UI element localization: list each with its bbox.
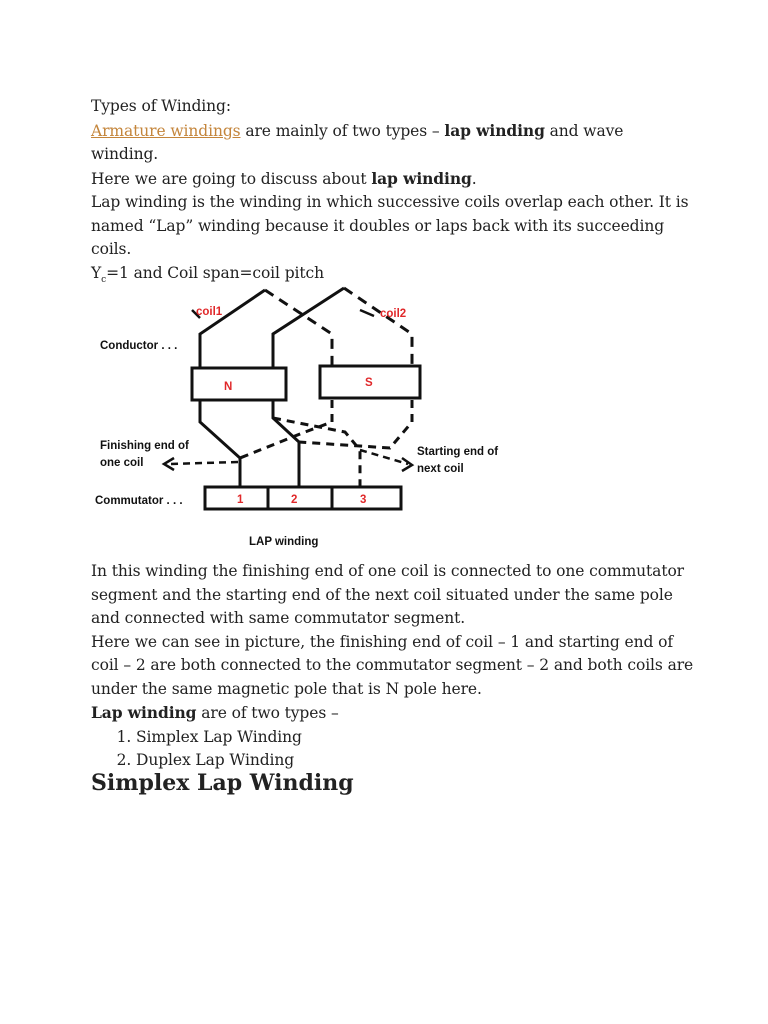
formula-rest: =1 and Coil span=coil pitch	[106, 263, 324, 282]
section-title: Types of Winding:	[91, 97, 231, 115]
coil2-return	[299, 400, 412, 448]
lap-winding-diagram	[90, 282, 520, 554]
segment-2-label: 2	[291, 494, 298, 506]
segment-3-label: 3	[360, 494, 367, 506]
discuss-bold-text: lap winding	[371, 168, 472, 188]
section-heading: Simplex Lap Winding	[91, 770, 354, 796]
n-pole-label: N	[224, 381, 233, 393]
coil2-right-conductor	[344, 288, 412, 368]
s-pole-label: S	[365, 377, 373, 389]
lap-winding-bold: lap winding	[444, 120, 545, 140]
start-arrow-line	[360, 450, 408, 464]
list-item: 2. Duplex Lap Winding	[136, 749, 701, 773]
coil2-label: coil2	[380, 308, 407, 320]
armature-windings-link[interactable]: Armature windings	[91, 121, 241, 140]
paragraph-picture-explanation: Here we can see in picture, the finishing end of coil – 1 and starting end of coil – 2 are both connected to the commutator segment – 2 and both coils are under the same magnetic pole that is N pole here.	[91, 632, 694, 698]
coil1-label: coil1	[196, 306, 223, 318]
intro-mid-text: are mainly of two types –	[240, 121, 445, 140]
finishing-end-label-1: Finishing end of	[100, 440, 189, 452]
intro-end-text: and wave winding.	[91, 121, 624, 163]
starting-end-label-1: Starting end of	[417, 446, 499, 458]
body-section	[91, 560, 701, 773]
finish-arrow-line	[170, 462, 238, 464]
types-bold: Lap winding	[91, 703, 197, 722]
segment-1-label: 1	[237, 494, 244, 506]
coil1-left-conductor	[200, 290, 265, 368]
discuss-pre-text: Here we are going to discuss about	[91, 169, 372, 188]
coil2-lower-left	[273, 400, 299, 486]
discuss-end-text: .	[471, 169, 477, 188]
paragraph-finishing-end: In this winding the finishing end of one coil is connected to one commutator segment and the starting end of the next coil situated under the same pole and connected with same commutator segment.	[91, 562, 684, 627]
intro-section	[91, 95, 691, 292]
finishing-end-label-2: one coil	[100, 457, 144, 469]
figure-caption: LAP winding	[249, 536, 319, 548]
n-pole-box	[192, 368, 286, 400]
commutator-bar	[205, 487, 401, 509]
formula-y: Y	[91, 263, 102, 282]
list-item: 1. Simplex Lap Winding	[136, 726, 701, 750]
intro-sentence	[91, 119, 691, 167]
starting-end-label-2: next coil	[417, 463, 464, 475]
definition-paragraph: Lap winding is the winding in which successive coils overlap each other. It is named “Lap” winding because it doubles or laps back with its succeeding coils.	[91, 193, 689, 258]
coil2-pointer	[360, 310, 374, 316]
coil1-lower-left	[200, 400, 240, 486]
types-rest: are of two types –	[196, 704, 339, 722]
types-list	[91, 726, 701, 773]
discuss-sentence	[91, 167, 691, 192]
commutator-label: Commutator . . .	[95, 495, 183, 507]
conductor-label: Conductor . . .	[100, 340, 178, 352]
lap-winding-figure	[90, 282, 520, 554]
types-intro	[91, 701, 701, 726]
formula-subscript: c	[101, 274, 107, 285]
